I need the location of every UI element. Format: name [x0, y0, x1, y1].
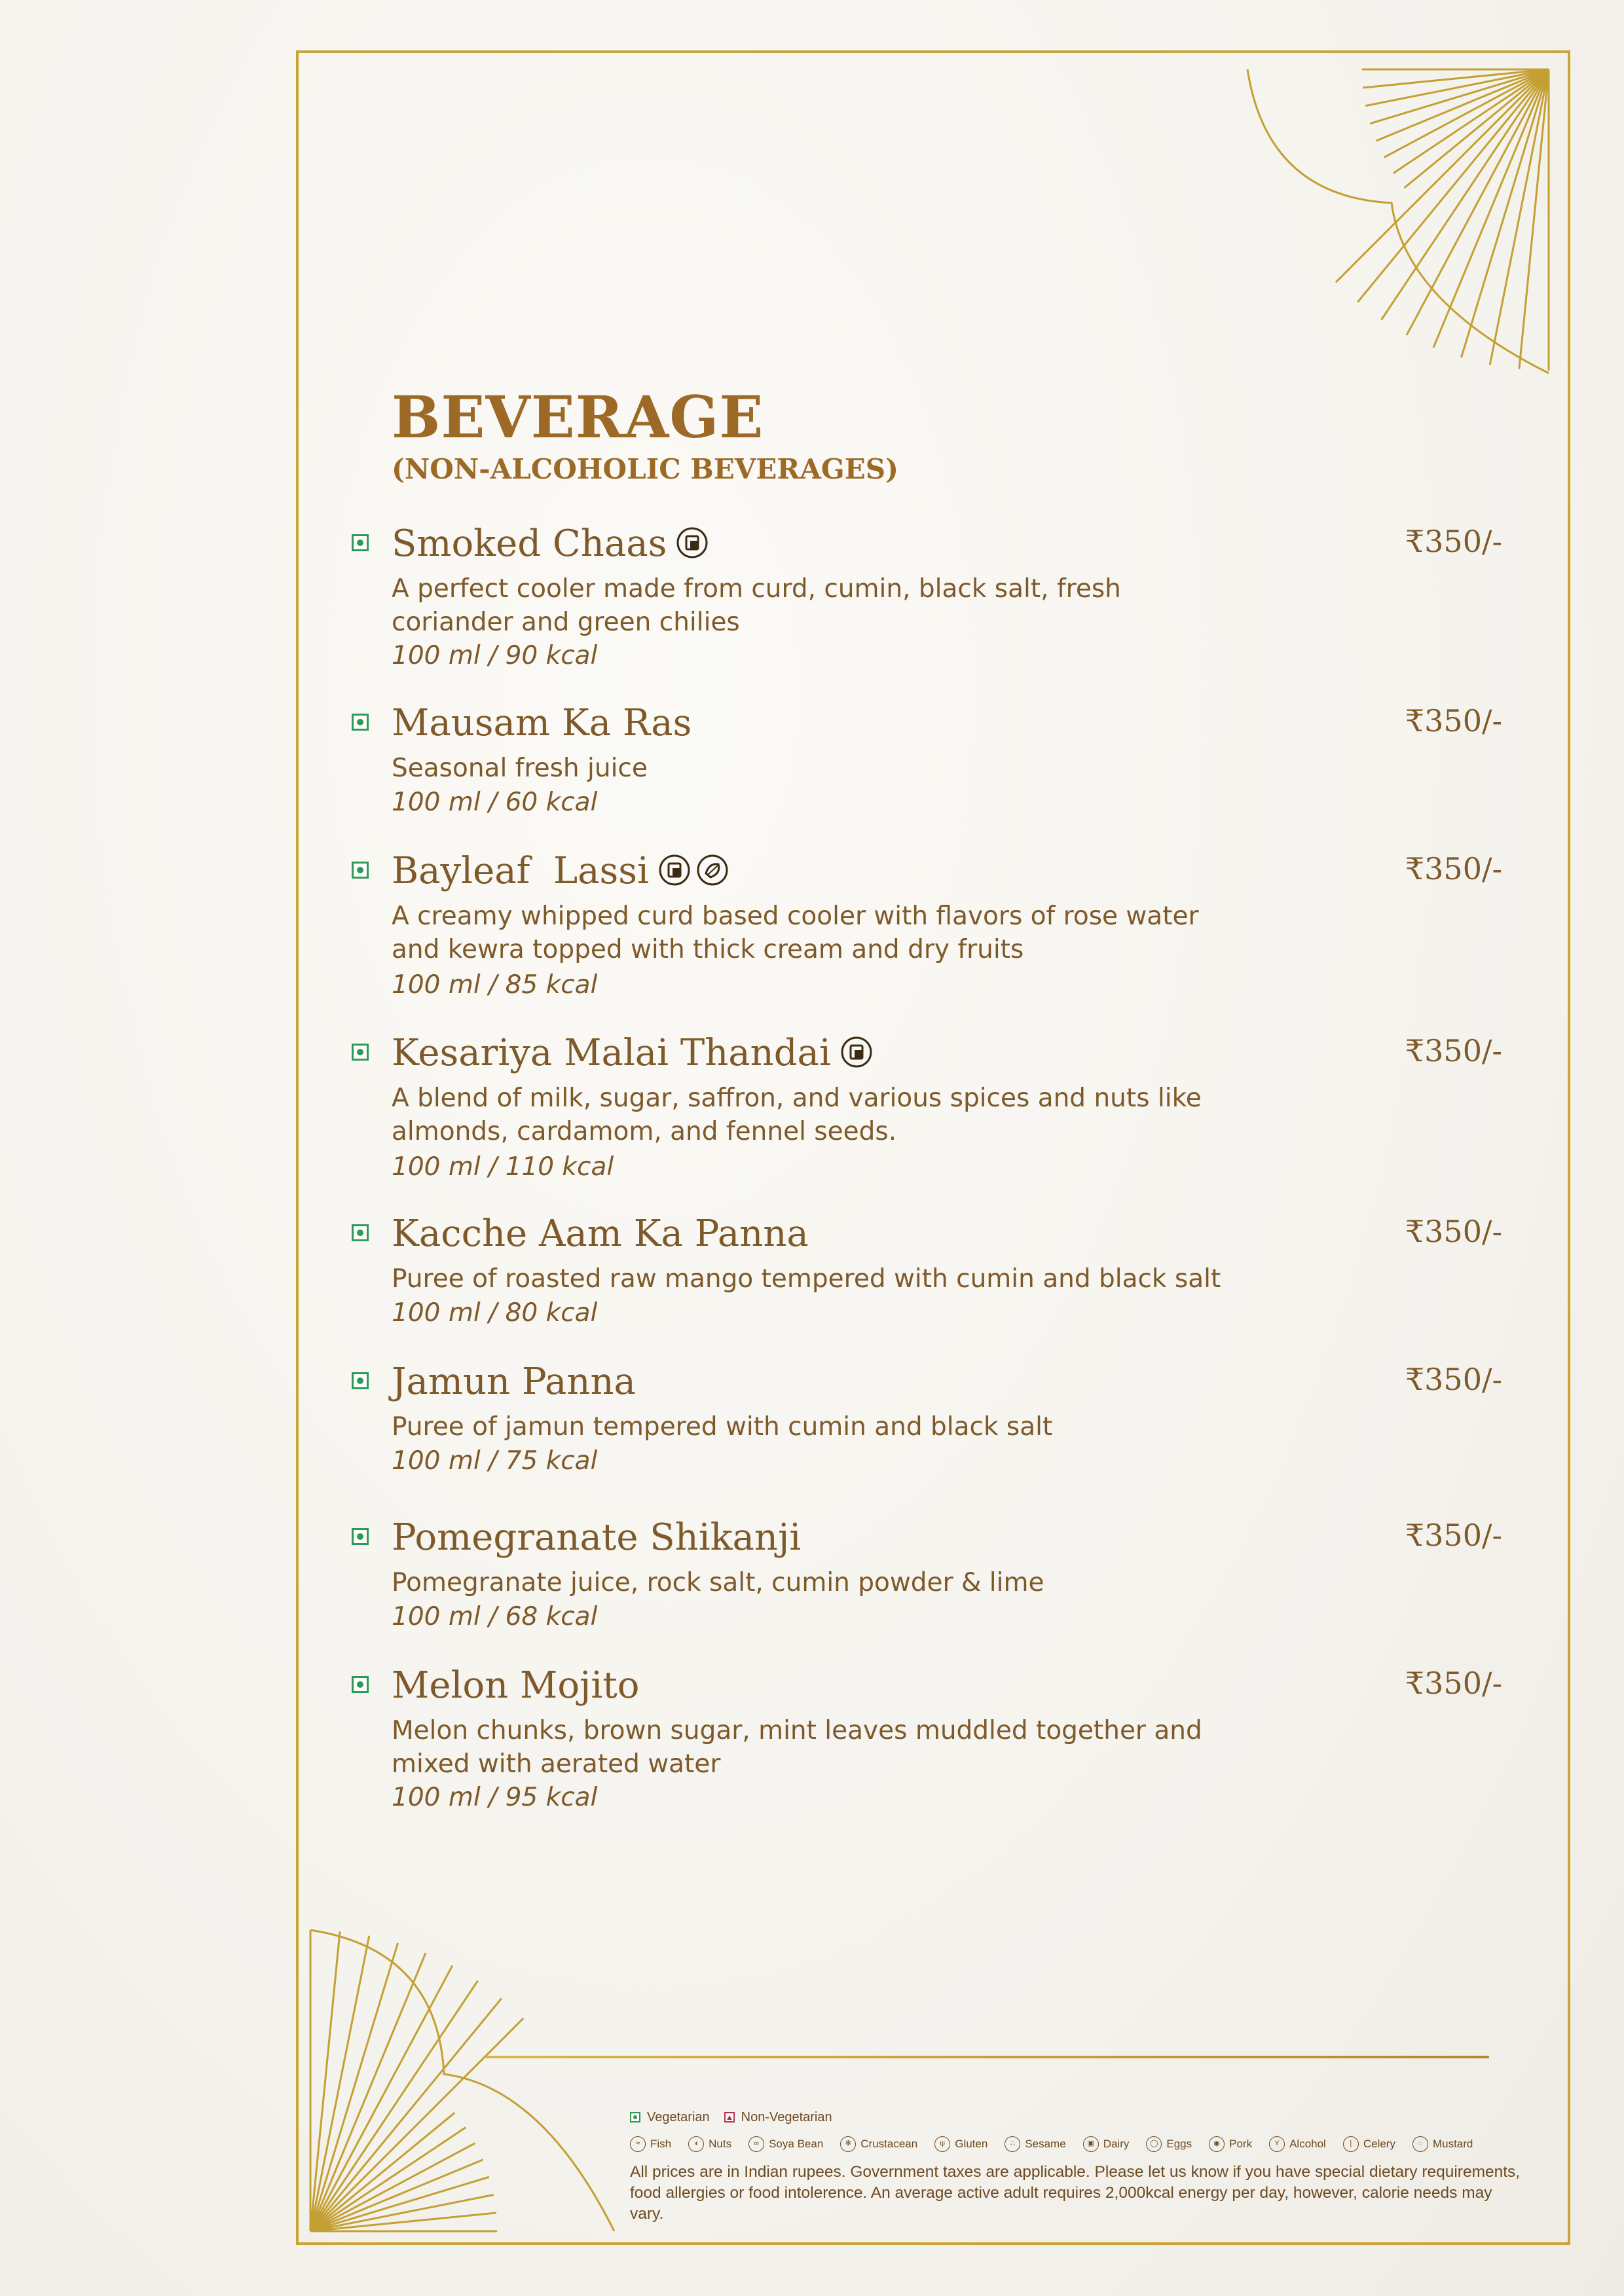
sesame-icon: ∴	[1005, 2136, 1020, 2152]
allergen-legend-item	[1146, 2136, 1192, 2152]
allergen-legend-item	[840, 2136, 917, 2152]
item-name: Mausam Ka Ras	[392, 702, 692, 744]
item-serving: 100 ml / 85 kcal	[392, 970, 598, 1000]
section-subtitle: (NON-ALCOHOLIC BEVERAGES)	[392, 453, 898, 485]
allergen-legend-item	[1412, 2136, 1473, 2152]
item-name: Kesariya Malai Thandai	[392, 1030, 873, 1076]
allergen-label: Mustard	[1432, 2138, 1473, 2150]
item-price: ₹350/-	[1405, 851, 1502, 886]
allergen-label: Pork	[1229, 2138, 1253, 2150]
allergen-legend-item	[1343, 2136, 1395, 2152]
item-description: A creamy whipped curd based cooler with flavors of rose water and kewra topped with thick cream and dry fruits	[392, 902, 1199, 964]
item-serving: 100 ml / 110 kcal	[392, 1152, 614, 1182]
item-serving: 100 ml / 68 kcal	[392, 1602, 598, 1631]
allergen-legend-item	[688, 2136, 731, 2152]
vegetarian-label: Vegetarian	[647, 2109, 710, 2124]
allergen-label: Crustacean	[860, 2138, 918, 2150]
item-description: Puree of roasted raw mango tempered with cumin and black salt	[392, 1264, 1221, 1294]
dairy-icon	[676, 526, 709, 559]
item-description: A blend of milk, sugar, saffron, and various spices and nuts like almonds, cardamom, and fennel seeds.	[392, 1084, 1202, 1146]
vegetarian-icon	[352, 1676, 369, 1693]
item-serving: 100 ml / 95 kcal	[392, 1783, 598, 1812]
allergen-label: Gluten	[955, 2138, 988, 2150]
vegetarian-icon	[352, 1224, 369, 1241]
vegetarian-icon	[352, 1528, 369, 1545]
dairy-icon	[840, 1036, 873, 1068]
allergen-legend-item	[1005, 2136, 1065, 2152]
footnote: All prices are in Indian rupees. Government taxes are applicable. Please let us know if you have special dietary requirements, food allergies or food intolerence. An average active adult requires 2,000kcal energy per day, however, calorie needs may vary.	[630, 2163, 1521, 2223]
item-price: ₹350/-	[1405, 1666, 1502, 1701]
corner-fan-ornament-top-right	[1241, 65, 1555, 380]
item-description: Puree of jamun tempered with cumin and black salt	[392, 1412, 1053, 1442]
item-name: Melon Mojito	[392, 1664, 640, 1707]
item-serving: 100 ml / 90 kcal	[392, 641, 598, 670]
item-price: ₹350/-	[1405, 703, 1502, 738]
item-price: ₹350/-	[1405, 1518, 1502, 1553]
allergen-legend-item	[1083, 2136, 1130, 2152]
corner-fan-ornament-bottom-left	[306, 1923, 621, 2238]
item-serving: 100 ml / 75 kcal	[392, 1446, 598, 1476]
item-name: Smoked Chaas	[392, 521, 709, 567]
item-price: ₹350/-	[1405, 1033, 1502, 1068]
allergen-label: Eggs	[1166, 2138, 1192, 2150]
non-vegetarian-icon	[724, 2112, 735, 2123]
allergen-label: Alcohol	[1289, 2138, 1326, 2150]
dairy-icon	[658, 854, 691, 886]
allergen-legend-item	[1269, 2136, 1326, 2152]
allergen-legend-item	[630, 2136, 671, 2152]
allergen-label: Fish	[650, 2138, 672, 2150]
vegetarian-icon	[352, 1372, 369, 1389]
allergen-label: Dairy	[1103, 2138, 1130, 2150]
vegetarian-icon	[352, 1044, 369, 1061]
vegetarian-icon	[352, 714, 369, 731]
dietary-legend	[630, 2108, 1490, 2154]
item-description: Pomegranate juice, rock salt, cumin powder & lime	[392, 1568, 1044, 1597]
item-price: ₹350/-	[1405, 524, 1502, 559]
nuts-icon: ◖	[688, 2136, 704, 2152]
allergen-label: Nuts	[709, 2138, 732, 2150]
allergen-legend-item	[934, 2136, 987, 2152]
item-price: ₹350/-	[1405, 1362, 1502, 1397]
allergen-legend-item	[748, 2136, 823, 2152]
item-name: Bayleaf Lassi	[392, 848, 729, 894]
vegetarian-icon	[352, 862, 369, 879]
footer-divider	[486, 2056, 1489, 2058]
dairy-icon: ▣	[1083, 2136, 1099, 2152]
diet-legend-row	[630, 2108, 1490, 2126]
allergen-label: Soya Bean	[769, 2138, 824, 2150]
item-description: A perfect cooler made from curd, cumin, black salt, fresh coriander and green chilies	[392, 574, 1121, 637]
item-price: ₹350/-	[1405, 1214, 1502, 1249]
crustacean-icon: ✻	[840, 2136, 856, 2152]
alcohol-icon: Y	[1269, 2136, 1285, 2152]
item-name: Kacche Aam Ka Panna	[392, 1212, 809, 1255]
section-title: BEVERAGE	[392, 383, 764, 451]
allergen-legend-row	[630, 2134, 1490, 2154]
mustard-icon: ◌	[1412, 2136, 1428, 2152]
eggs-icon: ◯	[1146, 2136, 1162, 2152]
nuts-icon	[696, 854, 729, 886]
item-description: Melon chunks, brown sugar, mint leaves muddled together and mixed with aerated water	[392, 1716, 1202, 1779]
non-vegetarian-label: Non-Vegetarian	[741, 2109, 832, 2124]
item-serving: 100 ml / 60 kcal	[392, 788, 598, 817]
item-name: Pomegranate Shikanji	[392, 1516, 802, 1559]
allergen-label: Sesame	[1025, 2138, 1066, 2150]
vegetarian-icon	[352, 534, 369, 551]
soya-bean-icon: ∞	[748, 2136, 764, 2152]
vegetarian-icon	[630, 2112, 640, 2123]
item-description: Seasonal fresh juice	[392, 754, 648, 783]
allergen-label: Celery	[1363, 2138, 1395, 2150]
pork-icon: ◉	[1209, 2136, 1225, 2152]
gluten-icon: ψ	[934, 2136, 950, 2152]
item-serving: 100 ml / 80 kcal	[392, 1298, 598, 1328]
item-name: Jamun Panna	[392, 1360, 636, 1403]
allergen-legend-item	[1209, 2136, 1252, 2152]
fish-icon: ≈	[630, 2136, 646, 2152]
celery-icon: |	[1343, 2136, 1359, 2152]
